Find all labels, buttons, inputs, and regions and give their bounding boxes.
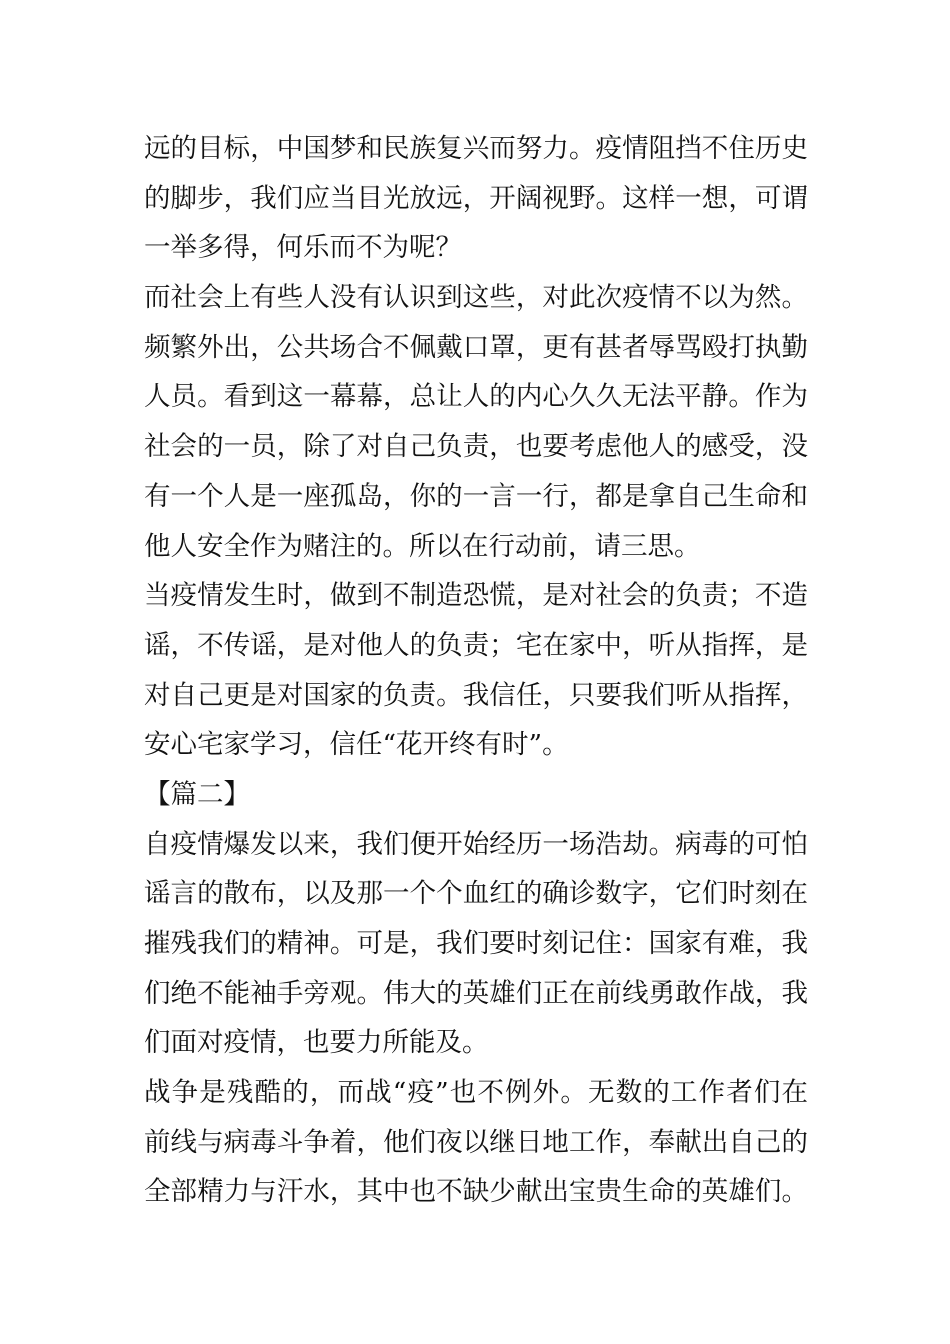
text-line: 战争是残酷的，而战“疫”也不例外。无数的工作者们在 [144,1077,808,1109]
text-line: 前线与病毒斗争着，他们夜以继日地工作，奉献出自己的 [144,1126,808,1158]
text-line: 摧残我们的精神。可是，我们要时刻记住：国家有难，我 [144,928,808,959]
paragraph-5 [144,1068,808,1217]
text-line: 社会的一员，除了对自己负责，也要考虑他人的感受，没 [144,431,808,463]
section-heading [144,770,808,820]
text-line: 一举多得，何乐而不为呢？ [144,232,462,264]
text-line: 谣言的散布，以及那一个个血红的确诊数字，它们时刻在 [144,878,808,910]
document-body [144,124,808,1217]
section-heading-text: 【篇二】 [144,778,250,810]
text-line: 全部精力与汗水，其中也不缺少献出宝贵生命的英雄们。 [144,1176,808,1208]
paragraph-4 [144,820,808,1068]
text-line: 对自己更是对国家的负责。我信任，只要我们听从指挥， [144,679,808,711]
text-line: 自疫情爆发以来，我们便开始经历一场浩劫。病毒的可怕 [144,828,808,860]
text-line: 频繁外出，公共场合不佩戴口罩，更有甚者辱骂殴打执勤 [144,331,808,363]
text-line: 谣，不传谣，是对他人的负责；宅在家中，听从指挥，是 [144,629,808,661]
text-line: 安心宅家学习，信任“花开终有时”。 [144,729,569,761]
paragraph-1 [144,124,808,273]
text-line: 们绝不能袖手旁观。伟大的英雄们正在前线勇敢作战，我 [144,977,808,1009]
text-line: 当疫情发生时，做到不制造恐慌，是对社会的负责；不造 [144,580,808,612]
paragraph-2 [144,273,808,571]
text-line: 的脚步，我们应当目光放远，开阔视野。这样一想，可谓 [144,182,808,214]
text-line: 他人安全作为赌注的。所以在行动前，请三思。 [144,530,701,562]
paragraph-3 [144,571,808,770]
text-line: 有一个人是一座孤岛，你的一言一行，都是拿自己生命和 [144,480,808,512]
text-line: 而社会上有些人没有认识到这些，对此次疫情不以为然。 [144,282,808,314]
text-line: 人员。看到这一幕幕，总让人的内心久久无法平静。作为 [144,381,808,413]
text-line: 们面对疫情，也要力所能及。 [144,1027,489,1059]
text-line: 远的目标，中国梦和民族复兴而努力。疫情阻挡不住历史 [144,133,808,164]
